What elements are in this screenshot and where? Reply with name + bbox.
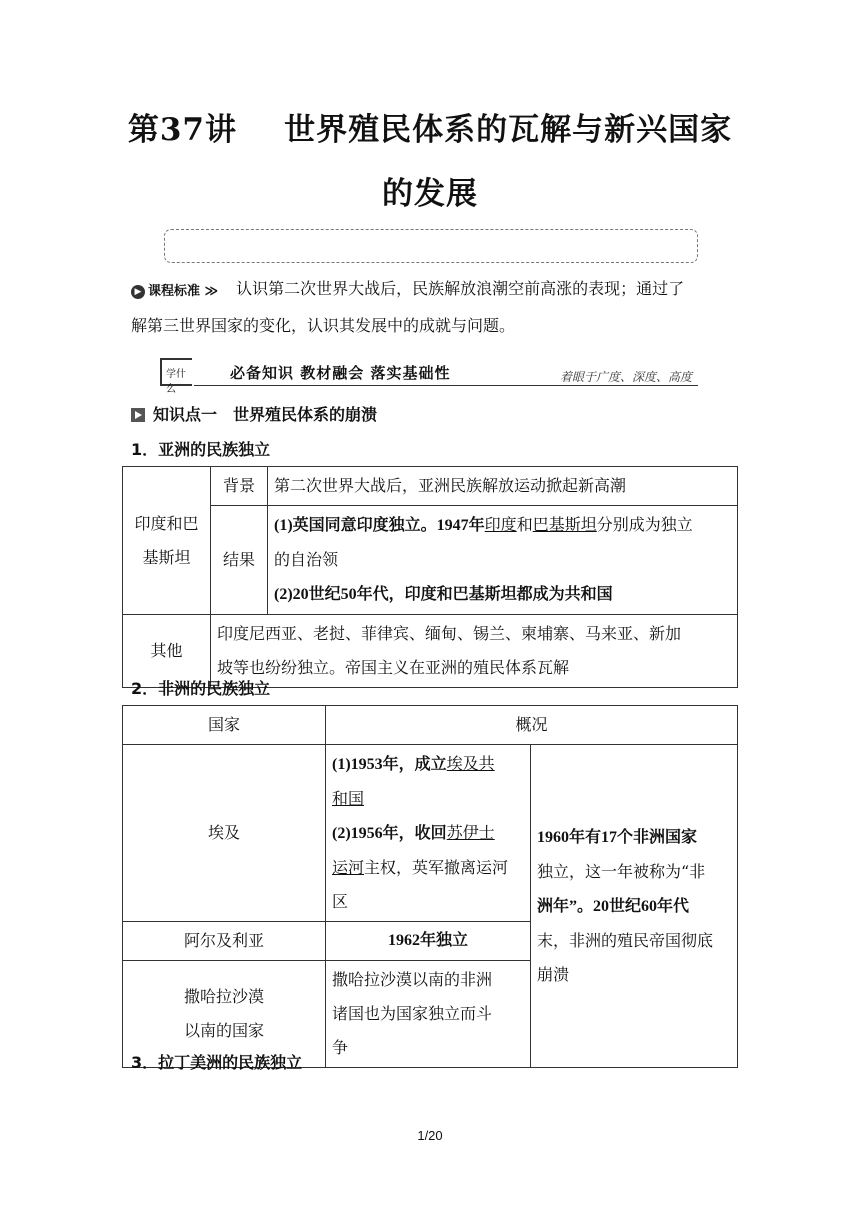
section-banner	[158, 356, 698, 395]
other-label: 其他	[123, 615, 211, 688]
india-pakistan-cell: 印度和巴 基斯坦	[123, 467, 211, 615]
tag-icon: ▶	[131, 285, 145, 299]
other-text: 印度尼西亚、老挝、菲律宾、缅甸、锡兰、柬埔寨、马来亚、新加 坡等也纷纷独立。帝国主义在亚洲的殖民体系瓦解	[211, 615, 738, 688]
africa-table	[122, 705, 738, 1068]
result-text: (1)英国同意印度独立。1947年印度和巴基斯坦分别成为独立 的自治领 (2)20世纪50年代，印度和巴基斯坦都成为共和国	[268, 506, 738, 615]
overview-header: 概况	[326, 706, 738, 745]
section-3-heading: 3．拉丁美洲的民族独立	[131, 1053, 303, 1072]
standard-text-1: 认识第二次世界大战后，民族解放浪潮空前高涨的表现；通过了	[236, 279, 685, 298]
egypt-text: (1)1953年，成立埃及共 和国 (2)1956年，收回苏伊士 运河主权，英军撤离运河 区	[326, 745, 531, 922]
standard-text-2: 解第三世界国家的变化，认识其发展中的成就与问题。	[131, 316, 516, 335]
algeria-cell: 阿尔及利亚	[123, 922, 326, 961]
section-2-heading: 2．非洲的民族独立	[131, 679, 271, 698]
lecture-number: 第37讲	[127, 112, 237, 148]
play-icon	[131, 408, 145, 422]
background-label: 背景	[211, 467, 268, 506]
subsahara-text: 撒哈拉沙漠以南的非洲 诸国也为国家独立而斗 争	[326, 961, 531, 1068]
background-text: 第二次世界大战后，亚洲民族解放运动掀起新高潮	[268, 467, 738, 506]
banner-line	[194, 385, 698, 386]
page-number: 1/20	[417, 1128, 443, 1143]
course-standard	[131, 272, 741, 343]
banner-title: 必备知识 教材融会 落实基础性	[230, 364, 451, 382]
title-line-2: 的发展	[382, 176, 478, 212]
subsahara-cell: 撒哈拉沙漠 以南的国家	[123, 961, 326, 1068]
banner-subtitle: 着眼于广度、深度、高度	[559, 370, 692, 384]
result-label: 结果	[211, 506, 268, 615]
dashed-box	[164, 229, 698, 263]
learn-icon: 学什么	[160, 358, 192, 386]
asia-table	[122, 466, 738, 688]
africa-summary: 1960年有17个非洲国家 独立，这一年被称为“非 洲年”。20世纪60年代 末，非洲的殖民帝国彻底 崩溃	[531, 745, 738, 1068]
course-standard-tag: ▶ 课程标准 ≫	[131, 275, 218, 309]
knowledge-point-heading: 知识点一 世界殖民体系的崩溃	[131, 402, 377, 425]
section-1-heading: 1．亚洲的民族独立	[131, 440, 271, 459]
country-header: 国家	[123, 706, 326, 745]
egypt-cell: 埃及	[123, 745, 326, 922]
page-title	[0, 104, 860, 149]
algeria-text: 1962年独立	[326, 922, 531, 961]
title-line-1: 世界殖民体系的瓦解与新兴国家	[284, 112, 733, 148]
